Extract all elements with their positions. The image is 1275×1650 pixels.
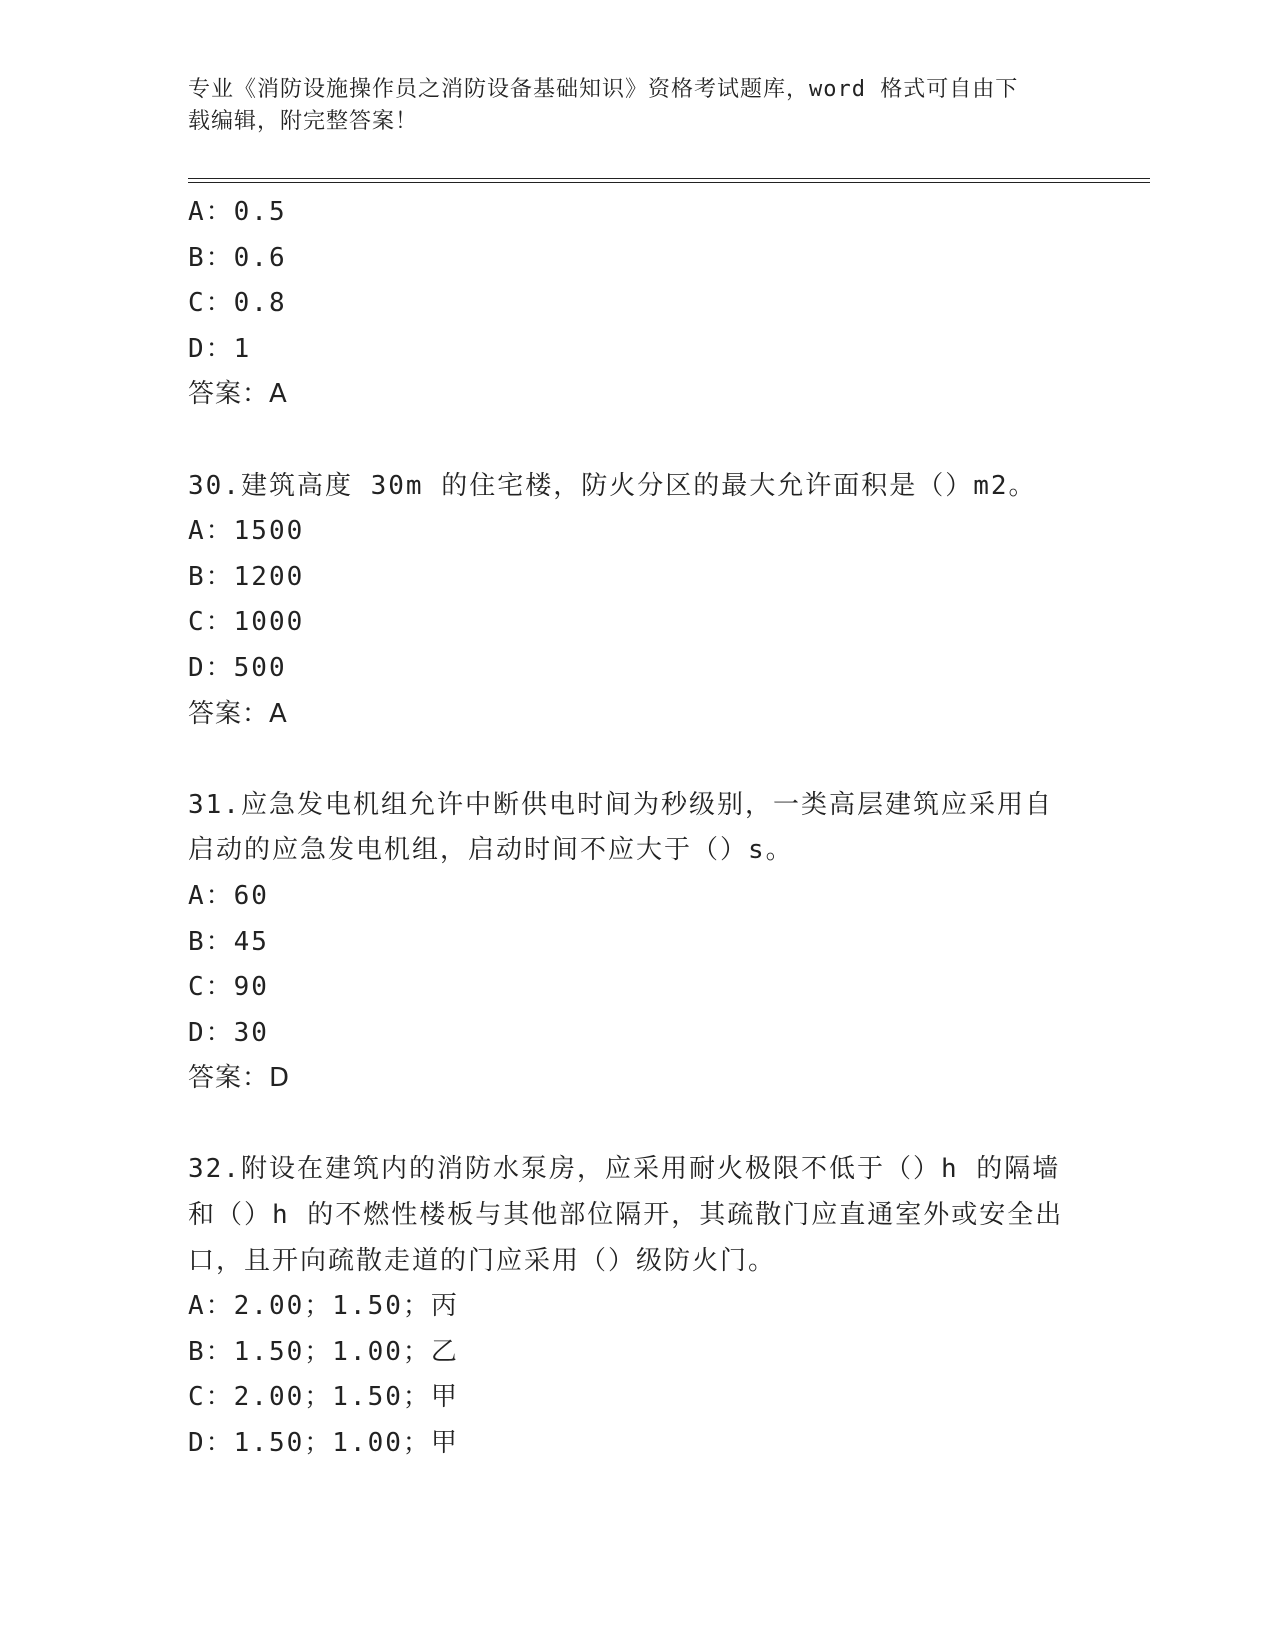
option-d: D：1.50；1.00；甲 [188,1428,459,1459]
question-31 [188,783,1088,1102]
question-stem: 30.建筑高度 30m 的住宅楼，防火分区的最大允许面积是（）m2。 [188,470,1037,501]
answer: 答案：A [188,379,288,410]
option-d: D：1 [188,333,252,364]
option-d: D：500 [188,652,287,683]
option-a: A：0.5 [188,197,287,227]
question-29 [188,190,1088,418]
option-d: D：30 [188,1017,269,1048]
option-a: A：1500 [188,516,305,547]
question-list [188,190,1088,1467]
option-b: B：1.50；1.00；乙 [188,1336,459,1367]
question-stem-line-1: 31.应急发电机组允许中断供电时间为秒级别，一类高层建筑应采用自 [188,789,1053,820]
header-rule-bottom [188,182,1150,183]
document-header [188,74,1088,138]
question-stem-line-2: 启动的应急发电机组，启动时间不应大于（）s。 [188,835,794,866]
answer: 答案：A [188,698,288,729]
question-stem-line-3: 口，且开向疏散走道的门应采用（）级防火门。 [188,1245,777,1276]
option-b: B：45 [188,926,269,957]
option-c: C：2.00；1.50；甲 [188,1382,459,1413]
header-line-2: 载编辑，附完整答案！ [188,109,419,134]
answer: 答案：D [188,1063,291,1094]
option-a: A：60 [188,880,269,911]
option-c: C：0.8 [188,288,287,319]
header-line-1: 专业《消防设施操作员之消防设备基础知识》资格考试题库，word 格式可自由下 [188,77,1019,102]
question-30 [188,464,1088,738]
option-b: B：1200 [188,561,305,592]
option-b: B：0.6 [188,242,287,273]
option-a: A：2.00；1.50；丙 [188,1291,459,1322]
header-rule-top [188,178,1150,179]
question-32 [188,1147,1088,1466]
question-stem-line-2: 和（）h 的不燃性楼板与其他部位隔开，其疏散门应直通室外或安全出 [188,1200,1064,1231]
question-stem-line-1: 32.附设在建筑内的消防水泵房，应采用耐火极限不低于（）h 的隔墙 [188,1154,1061,1185]
option-c: C：90 [188,972,269,1003]
option-c: C：1000 [188,607,305,638]
